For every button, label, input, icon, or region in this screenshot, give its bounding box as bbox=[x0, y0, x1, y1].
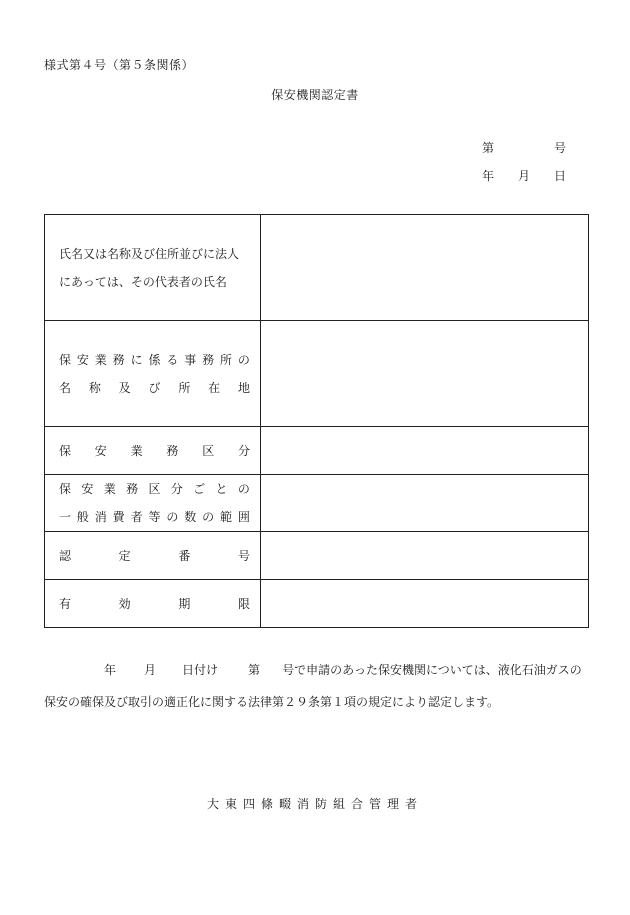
table-row-certification-number bbox=[45, 532, 589, 580]
statement-year: 年 bbox=[104, 663, 117, 677]
label-line: 有 効 期 限 bbox=[59, 596, 250, 611]
statement-line-2: 保安の確保及び取引の適正化に関する法律第２９条第１項の規定により認定します。 bbox=[44, 695, 500, 709]
label-cell-consumer-range bbox=[45, 475, 261, 532]
label-cell-certification-number bbox=[45, 532, 261, 580]
issue-date-day: 日 bbox=[553, 169, 566, 183]
value-cell-office bbox=[261, 321, 589, 427]
issuing-authority: 大東四條畷消防組合管理者 bbox=[206, 797, 423, 811]
issue-date bbox=[482, 167, 566, 184]
label-line: 保 安 業 務 区 分 bbox=[59, 443, 250, 458]
statement-line-1 bbox=[44, 654, 590, 686]
label-line: 保 安 業 務 区 分 ご と の bbox=[59, 482, 250, 496]
label-cell-office bbox=[45, 321, 261, 427]
table-row-service-category bbox=[45, 427, 589, 475]
table-row-office bbox=[45, 321, 589, 427]
issue-date-year: 年 bbox=[482, 169, 495, 183]
value-cell-name-address bbox=[261, 215, 589, 321]
label-cell-service-category bbox=[45, 427, 261, 475]
label-line: 氏名又は名称及び住所並びに法人 bbox=[59, 246, 240, 261]
application-details-table bbox=[44, 214, 589, 628]
statement-dai: 第 bbox=[248, 663, 261, 677]
statement-month: 月 bbox=[144, 663, 157, 677]
table-row-name-address bbox=[45, 215, 589, 321]
value-cell-service-category bbox=[261, 427, 589, 475]
label-line: にあっては、その代表者の氏名 bbox=[59, 274, 227, 289]
value-cell-validity-period bbox=[261, 580, 589, 628]
issue-number-prefix: 第 bbox=[482, 141, 495, 155]
label-line: 認 定 番 号 bbox=[59, 548, 250, 563]
table-row-consumer-range bbox=[45, 475, 589, 532]
value-cell-certification-number bbox=[261, 532, 589, 580]
value-cell-consumer-range bbox=[261, 475, 589, 532]
issue-number bbox=[482, 139, 566, 156]
label-cell-validity-period bbox=[45, 580, 261, 628]
document-title: 保安機関認定書 bbox=[271, 88, 359, 102]
statement-dated: 日付け bbox=[182, 663, 219, 677]
statement-rest: 号で申請のあった保安機関については、液化石油ガスの bbox=[282, 663, 582, 677]
table-row-validity-period bbox=[45, 580, 589, 628]
form-number: 様式第４号（第５条関係） bbox=[44, 58, 195, 72]
label-line: 名 称 及 び 所 在 地 bbox=[59, 380, 250, 395]
certification-statement bbox=[44, 654, 590, 718]
label-cell-name-address bbox=[45, 215, 261, 321]
label-line: 一 般 消 費 者 等 の 数 の 範 囲 bbox=[59, 510, 250, 524]
issue-date-month: 月 bbox=[517, 169, 530, 183]
label-line: 保 安 業 務 に 係 る 事 務 所 の bbox=[59, 352, 250, 367]
issue-number-suffix: 号 bbox=[553, 141, 566, 155]
